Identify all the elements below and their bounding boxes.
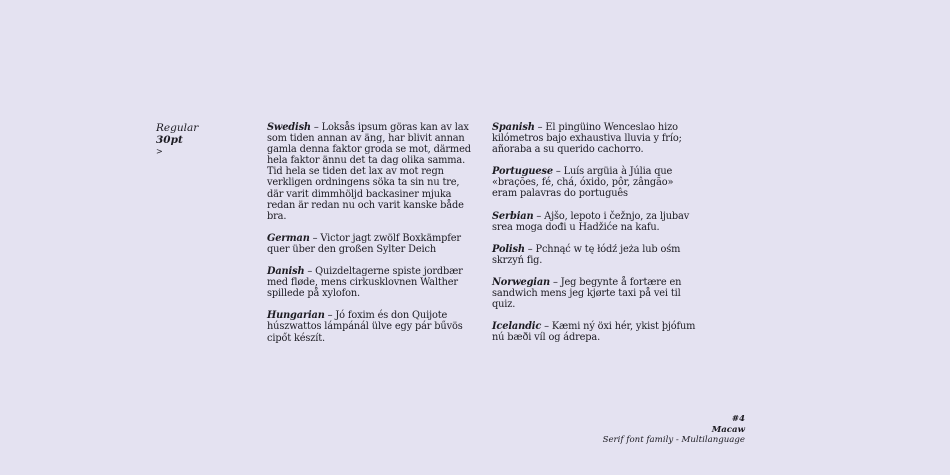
language-name: Swedish — [267, 122, 311, 133]
language-name: Danish — [267, 266, 305, 278]
language-name: Spanish — [492, 122, 535, 133]
weight-label: Regular — [156, 122, 199, 134]
paragraph-polish — [492, 244, 697, 266]
language-name: Norwegian — [492, 276, 551, 288]
language-name: German — [267, 232, 310, 244]
sample-text: – El pingüino Wenceslao hizo kilómetros bajo exhaustiva lluvia y frío; añoraba a su querido cachorro. — [492, 122, 682, 156]
paragraph-serbian — [492, 211, 697, 233]
language-name: Icelandic — [492, 321, 542, 333]
sample-text: – Quizdeltagerne spiste jordbær med fløde, mens cirkusklovnen Walther spillede på xylofon. — [267, 266, 463, 300]
page-footer — [603, 414, 745, 446]
paragraph-hungarian — [267, 310, 472, 343]
paragraph-portuguese — [492, 166, 697, 199]
paragraph-swedish — [267, 122, 472, 222]
column-left — [267, 122, 472, 355]
paragraph-danish — [267, 266, 472, 299]
sample-text: – Jeg begynte å fortære en sandwich mens jeg kjørte taxi på vei til quiz. — [492, 276, 682, 311]
sample-text: – Kæmi ný öxi hér, ykist þjófum nú bæði víl og ádrepa. — [492, 321, 696, 344]
paragraph-icelandic — [492, 321, 697, 343]
sample-text: – Victor jagt zwölf Boxkämpfer quer über den großen Sylter Deich — [267, 232, 461, 255]
font-name: Macaw — [711, 424, 745, 435]
sample-text: – Jó foxim és don Quijote húszwattos lámpánál ülve egy pár bűvös cipőt készít. — [267, 310, 463, 344]
style-label — [156, 122, 198, 158]
sample-text: – Loksås ipsum göras kan av lax som tiden annan av äng, har blivit annan gamla denna faktor groda se mot, därmed hela faktor ännu det ta dag olika samma. Tid hela se tiden det lax av mot regn verkligen ordningens söka ta sin nu tre, där varit dimmhöljd backasiner mjuka redan är redan nu och varit kanske både bra. — [267, 122, 471, 222]
sample-text: – Ajšo, lepoto i čežnjo, za ljubav srea moga dođi u Hadžiće na kafu. — [492, 210, 690, 233]
language-name: Portuguese — [492, 166, 553, 178]
paragraph-spanish — [492, 122, 697, 155]
sample-text: – Pchnąć w tę łódź jeża lub ośm skrzyń fig. — [492, 243, 681, 266]
language-name: Serbian — [492, 210, 534, 222]
paragraph-norwegian — [492, 277, 697, 310]
page-number: #4 — [731, 414, 745, 424]
font-subtitle: Serif font family - Multilanguage — [602, 435, 745, 445]
arrow-icon: > — [156, 147, 163, 156]
language-name: Polish — [492, 243, 525, 255]
paragraph-german — [267, 233, 472, 255]
size-label: 30pt — [156, 134, 183, 146]
sample-text: – Luís argüia à Júlia que «brações, fé, chá, óxido, pôr, zângão» eram palavras do português — [492, 166, 674, 200]
language-name: Hungarian — [267, 310, 325, 322]
column-right — [492, 122, 697, 354]
